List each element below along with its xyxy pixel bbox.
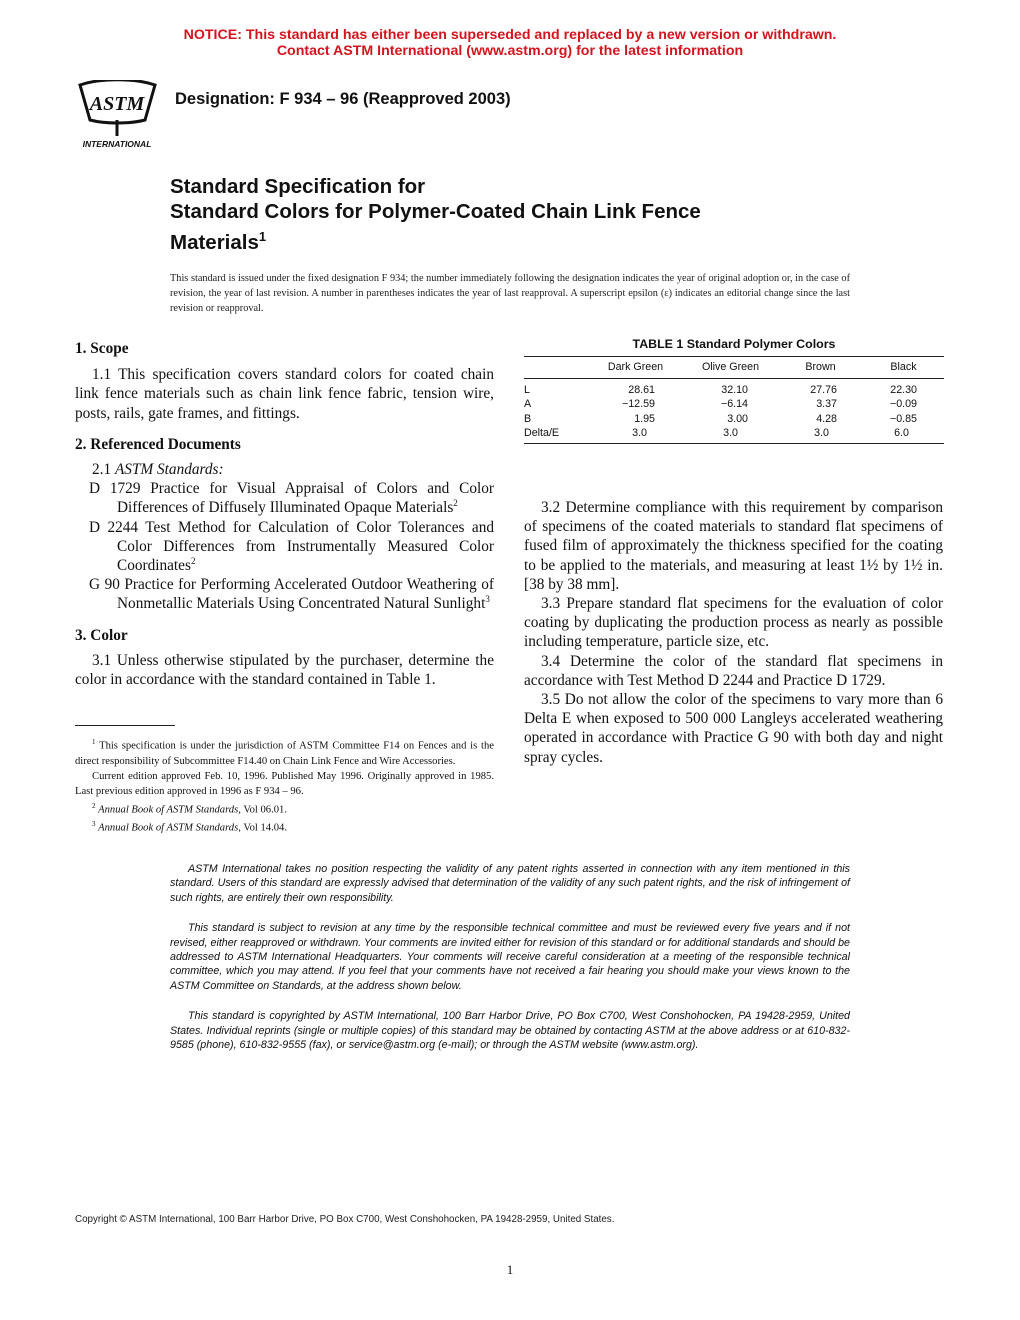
color-3-1: 3.1 Unless otherwise stipulated by the purchaser, determine the color in accordance with the standard contained in Table 1. xyxy=(75,651,494,689)
table-row xyxy=(524,412,944,427)
footnote-3-title: Annual Book of ASTM Standards xyxy=(98,822,239,834)
table-header-cell: Black xyxy=(863,357,944,379)
table-header-cell xyxy=(524,357,588,379)
table-cell: 1.95 xyxy=(634,412,655,425)
ref-d2244-fn: 2 xyxy=(190,555,196,566)
footnote-3-mark: 3 xyxy=(92,820,96,829)
table-row xyxy=(524,426,944,443)
color-3-5: 3.5 Do not allow the color of the specimens to vary more than 6 Delta E when exposed to 500 000 Langleys accelerated weathering operated in accordance with Practice G 90 with both day and night spray cycles. xyxy=(524,691,943,766)
table-header-cell: Brown xyxy=(778,357,863,379)
table-cell: 22.30 xyxy=(890,383,917,396)
table-cell: 3.0 xyxy=(683,426,778,443)
table-cell: 27.76 xyxy=(810,383,837,396)
table-header-cell: Dark Green xyxy=(588,357,683,379)
legal-notice xyxy=(170,862,850,1068)
table-cell: 3.0 xyxy=(588,426,683,443)
table-row xyxy=(524,378,944,397)
notice-line-2: Contact ASTM International (www.astm.org) for the latest information xyxy=(276,43,744,59)
table-cell: 4.28 xyxy=(816,412,837,425)
ref-d1729-fn: 2 xyxy=(453,498,458,509)
table-cell: −6.14 xyxy=(720,398,748,410)
scope-heading: 1. Scope xyxy=(75,340,129,357)
table-cell: 32.10 xyxy=(721,383,748,396)
legal-revision-paragraph: This standard is subject to revision at any time by the responsible technical committee and must be reviewed every five years and if not revised, either reapproved or withdrawn. Your comments are invited either for revision of this standard or for additional standards and should be addressed to ASTM International Headquarters. Your comments will receive careful consideration at a meeting of the responsible technical committee, which you may attend. If you feel that your comments have not received a fair hearing you should make your views known to the ASTM Committee on Standards, at the address shown below. xyxy=(170,922,850,992)
copyright-footer: Copyright © ASTM International, 100 Barr Harbor Drive, PO Box C700, West Conshohocken, PA 19428-2959, United States. xyxy=(75,1214,615,1225)
table-row-label: Delta/E xyxy=(524,426,588,443)
table-cell: −0.09 xyxy=(889,398,917,410)
table-row-label: B xyxy=(524,412,532,425)
footnote-1-text: This specification is under the jurisdiction of ASTM Committee F14 on Fences and is the direct responsibility of Subcommittee F14.40 on Chain Link Fence and Wire Accessories. xyxy=(75,740,494,767)
ref-g90 xyxy=(89,575,494,613)
footnotes xyxy=(75,735,494,836)
left-column xyxy=(75,339,494,689)
color-3-2: 3.2 Determine compliance with this requirement by comparison of specimens of the coated materials to standard flat specimens of fused film of approximately the thickness specified for the coating to be applied to the materials, and measuring at least 1½ by 1½ in. [38 by 38 mm]. xyxy=(524,499,943,593)
page-number: 1 xyxy=(506,1262,514,1277)
table-cell: 3.37 xyxy=(816,398,837,410)
footnote-3 xyxy=(75,817,494,836)
withdrawal-notice xyxy=(0,27,1020,59)
table-cell: 3.00 xyxy=(727,412,748,425)
refdocs-subheading xyxy=(75,460,494,479)
table-caption: TABLE 1 Standard Polymer Colors xyxy=(632,337,836,351)
ref-g90-fn: 3 xyxy=(485,594,490,605)
table-row xyxy=(524,397,944,412)
title-line-1: Standard Specification for xyxy=(170,175,426,198)
right-column xyxy=(524,498,943,767)
scope-text: 1.1 This specification covers standard colors for coated chain link fence materials such as chain link fence fabric, tension wire, posts, rails, gate frames, and fittings. xyxy=(75,366,494,422)
footnote-2-mark: 2 xyxy=(92,801,96,810)
color-3-3: 3.3 Prepare standard flat specimens for the evaluation of color coating by duplicating the production process as nearly as possible including temperature, particle size, etc. xyxy=(524,595,943,651)
ref-d1729 xyxy=(89,479,494,517)
refdocs-sub-number: 2.1 xyxy=(92,461,115,479)
legal-patent-paragraph: ASTM International takes no position respecting the validity of any patent rights asserted in connection with any item mentioned in this standard. Users of this standard are expressly advised that determination of the validity of any such patent rights, and the risk of infringement of such rights, are entirely their own responsibility. xyxy=(170,863,850,904)
title-line-2: Standard Colors for Polymer-Coated Chain Link Fence xyxy=(170,200,701,223)
table-cell: 3.0 xyxy=(778,426,863,443)
ref-d2244 xyxy=(89,518,494,576)
table-row-label: A xyxy=(524,398,532,410)
color-heading: 3. Color xyxy=(75,626,128,644)
title-line-3-text: Materials xyxy=(170,230,259,254)
footnote-divider xyxy=(75,725,175,726)
table-header-cell: Olive Green xyxy=(683,357,778,379)
logo-text: ASTM xyxy=(89,93,145,115)
notice-line-1: NOTICE: This standard has either been superseded and replaced by a new version or withdrawn. xyxy=(183,27,837,43)
table-cell: −0.85 xyxy=(889,412,917,425)
title-footnote-mark: 1 xyxy=(258,229,267,244)
legal-copyright-paragraph: This standard is copyrighted by ASTM International, 100 Barr Harbor Drive, PO Box C700, West Conshohocken, PA 19428-2959, United States. Individual reprints (single or multiple copies) of this standard may be obtained by contacting ASTM at the above address or at 610-832-9585 (phone), 610-832-9555 (fax), or service@astm.org (e-mail); or through the ASTM website (www.astm.org). xyxy=(170,1010,850,1052)
footnote-1 xyxy=(75,735,494,769)
table-cell: −12.59 xyxy=(622,398,655,410)
refdocs-sub-title: ASTM Standards: xyxy=(114,461,224,479)
document-title xyxy=(170,174,701,255)
footnote-1-edition: Current edition approved Feb. 10, 1996. Published May 1996. Originally approved in 1985. Last previous edition approved in 1996 as F 934 – 96. xyxy=(75,770,494,797)
footnote-1-mark: 1 xyxy=(92,738,96,746)
ref-d1729-text: D 1729 Practice for Visual Appraisal of Colors and Color Differences of Diffusely Illuminated Opaque Materials xyxy=(89,480,494,517)
table-cell: 28.61 xyxy=(628,383,655,396)
footnote-2-vol: , Vol 06.01. xyxy=(238,804,287,816)
ref-d2244-text: D 2244 Test Method for Calculation of Color Tolerances and Color Differences from Instrumentally Measured Color Coordinates xyxy=(89,518,494,575)
issued-under-note: This standard is issued under the fixed designation F 934; the number immediately following the designation indicates the year of original adoption or, in the case of revision, the year of last revision. A number in parentheses indicates the year of last reapproval. A superscript epsilon (ε) indicates an editorial change since the last revision or reapproval. xyxy=(170,273,850,314)
ref-g90-text: G 90 Practice for Performing Accelerated Outdoor Weathering of Nonmetallic Materials Using Concentrated Natural Sunlight xyxy=(89,576,494,613)
standard-colors-table xyxy=(524,356,944,444)
astm-logo xyxy=(70,80,165,150)
table-row-label: L xyxy=(524,383,530,396)
footnote-2-title: Annual Book of ASTM Standards xyxy=(98,804,239,816)
footnote-2 xyxy=(75,799,494,818)
refdocs-heading: 2. Referenced Documents xyxy=(75,435,241,453)
color-3-4: 3.4 Determine the color of the standard flat specimens in accordance with Test Method D 2244 and Practice D 1729. xyxy=(524,652,943,689)
footnote-3-vol: , Vol 14.04. xyxy=(238,822,287,834)
logo-subtext: INTERNATIONAL xyxy=(82,139,152,149)
table-cell: 6.0 xyxy=(863,426,944,443)
designation: Designation: F 934 – 96 (Reapproved 2003) xyxy=(175,90,511,108)
table-header-row xyxy=(524,357,944,379)
title-line-3 xyxy=(170,224,701,255)
